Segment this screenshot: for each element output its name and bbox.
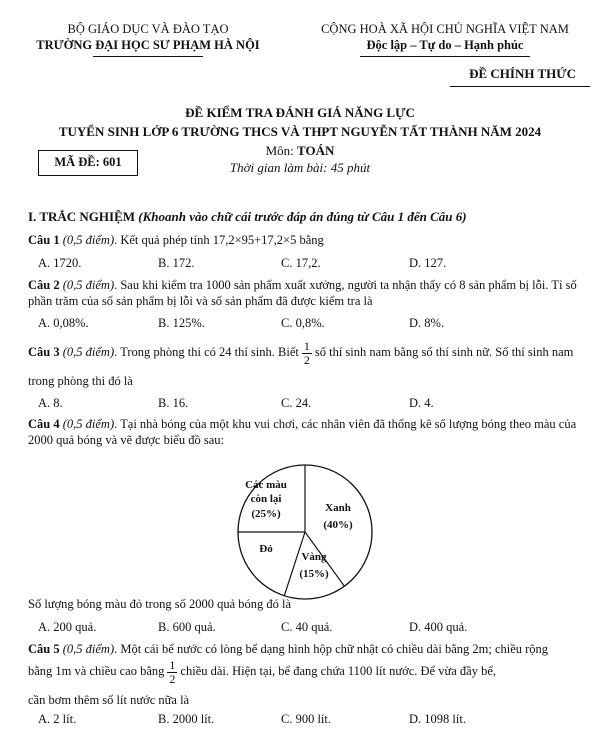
slice-pct-xanh: (40%)	[323, 519, 353, 531]
option-b[interactable]: B. 600 quả.	[158, 620, 216, 634]
question-text: . Trong phòng thi có 24 thí sinh. Biết	[114, 344, 299, 359]
question-points: (0,5 điểm)	[62, 642, 115, 656]
fraction-numerator: 1	[169, 658, 176, 672]
question-text: . Tại nhà bóng của một khu vui chơi, các nhân viên đã thống kê số lượng bóng theo màu của 2000 quả bóng và vẽ được biểu đồ sau:	[28, 417, 577, 447]
option-c[interactable]: C. 40 quả.	[281, 620, 333, 634]
option-b[interactable]: B. 16.	[158, 396, 189, 410]
slice-label-do: Đỏ	[259, 543, 273, 555]
option-c[interactable]: C. 24.	[281, 396, 312, 410]
fraction-numerator: 1	[303, 339, 310, 353]
question-4-options	[38, 620, 578, 636]
question-label: Câu 4	[28, 417, 60, 431]
subject-name: TOÁN	[297, 143, 335, 158]
issuer-underline	[93, 56, 203, 57]
section-instruction: (Khoanh vào chữ cái trước đáp án đúng từ Câu 1 đến Câu 6)	[138, 209, 467, 224]
question-label: Câu 1	[28, 233, 60, 247]
question-label: Câu 3	[28, 344, 60, 359]
question-2	[28, 278, 588, 309]
university-name: TRƯỜNG ĐẠI HỌC SƯ PHẠM HÀ NỘI	[36, 37, 260, 52]
question-3-options	[38, 396, 578, 412]
question-text: . Sau khi kiểm tra 1000 sản phẩm xuất xưởng, người ta nhận thấy có 8 sản phẩm bị lỗi. Tỉ số phần trăm của số sản phẩm bị lỗi và số sản phẩm đã được kiểm tra là	[28, 278, 577, 308]
official-underline	[450, 86, 590, 87]
subject-prefix: Môn:	[265, 143, 298, 158]
option-a[interactable]: A. 2 lít.	[38, 712, 77, 726]
question-1-options	[38, 256, 578, 272]
exam-code: MÃ ĐỀ: 601	[38, 150, 138, 176]
exam-time: Thời gian làm bài: 45 phút	[229, 160, 371, 175]
question-4	[28, 417, 588, 448]
question-2-options	[38, 316, 578, 332]
question-4-prompt: Số lượng bóng màu đỏ trong số 2000 quả bóng đó là	[28, 597, 292, 611]
option-d[interactable]: D. 1098 lít.	[409, 712, 466, 726]
question-text-cont: số thí sinh nam bằng số thí sinh nữ. Số thí sinh nam	[314, 344, 574, 359]
ministry-name: BỘ GIÁO DỤC VÀ ĐÀO TẠO	[67, 22, 229, 36]
question-points: (0,5 điểm)	[62, 233, 115, 247]
slice-label-other-line2: còn lại	[250, 493, 282, 505]
section-heading	[28, 209, 467, 225]
slice-pct-other: (25%)	[251, 508, 281, 520]
option-b[interactable]: B. 125%.	[158, 316, 205, 330]
option-d[interactable]: D. 127.	[409, 256, 447, 270]
question-points: (0,5 điểm)	[62, 344, 115, 359]
question-text: . Một cái bể nước có lòng bể dạng hình hộp chữ nhật có chiều dài bằng 2m; chiều rộng	[114, 642, 549, 656]
national-motto: Độc lập – Tự do – Hạnh phúc	[366, 37, 524, 52]
exam-title: ĐỀ KIỂM TRA ĐÁNH GIÁ NĂNG LỰC	[185, 105, 415, 120]
exam-subject	[0, 143, 600, 159]
option-b[interactable]: B. 2000 lít.	[158, 712, 215, 726]
issuer-block	[28, 22, 268, 57]
question-text-cont: chiều dài. Hiện tại, bể đang chứa 1100 lít nước. Để vừa đầy bể,	[180, 663, 497, 678]
fraction-denominator: 2	[169, 671, 176, 686]
slice-label-vang: Vàng	[301, 551, 327, 563]
option-c[interactable]: C. 0,8%.	[281, 316, 325, 330]
fraction	[167, 659, 177, 685]
question-5-options	[38, 712, 578, 728]
question-text: . Kết quả phép tính 17,2×95+17,2×5 bằng	[114, 233, 324, 247]
question-5-line3: cần bơm thêm số lít nước nữa là	[28, 693, 190, 707]
question-label: Câu 2	[28, 278, 60, 292]
option-a[interactable]: A. 0,08%.	[38, 316, 89, 330]
slice-pct-vang: (15%)	[299, 568, 329, 580]
section-title: I. TRẮC NGHIỆM	[28, 209, 139, 224]
ball-color-pie-chart	[235, 462, 375, 602]
national-block	[300, 22, 590, 57]
question-label: Câu 5	[28, 642, 60, 656]
option-c[interactable]: C. 17,2.	[281, 256, 321, 270]
slice-label-xanh: Xanh	[325, 502, 351, 514]
question-points: (0,5 điểm)	[62, 278, 115, 292]
option-c[interactable]: C. 900 lít.	[281, 712, 332, 726]
option-d[interactable]: D. 4.	[409, 396, 434, 410]
option-d[interactable]: D. 400 quả.	[409, 620, 468, 634]
option-d[interactable]: D. 8%.	[409, 316, 445, 330]
motto-underline	[360, 56, 530, 57]
question-5	[28, 642, 588, 658]
option-a[interactable]: A. 8.	[38, 396, 63, 410]
option-b[interactable]: B. 172.	[158, 256, 195, 270]
slice-label-other-line1: Các màu	[245, 479, 287, 491]
republic-name: CỘNG HOÀ XÃ HỘI CHỦ NGHĨA VIỆT NAM	[321, 22, 569, 36]
question-3	[28, 340, 588, 366]
question-text: bằng 1m và chiều cao bằng	[28, 663, 165, 678]
official-label: ĐỀ CHÍNH THỨC	[469, 66, 576, 81]
fraction	[302, 340, 312, 366]
fraction-denominator: 2	[303, 352, 310, 367]
exam-subtitle: TUYỂN SINH LỚP 6 TRƯỜNG THCS VÀ THPT NGUYỄN TẤT THÀNH NĂM 2024	[58, 124, 542, 139]
option-a[interactable]: A. 200 quả.	[38, 620, 97, 634]
question-1	[28, 233, 588, 249]
question-5-line2	[28, 659, 588, 685]
question-points: (0,5 điểm)	[62, 417, 115, 431]
question-3-line2: trong phòng thi đó là	[28, 374, 133, 388]
option-a[interactable]: A. 1720.	[38, 256, 82, 270]
